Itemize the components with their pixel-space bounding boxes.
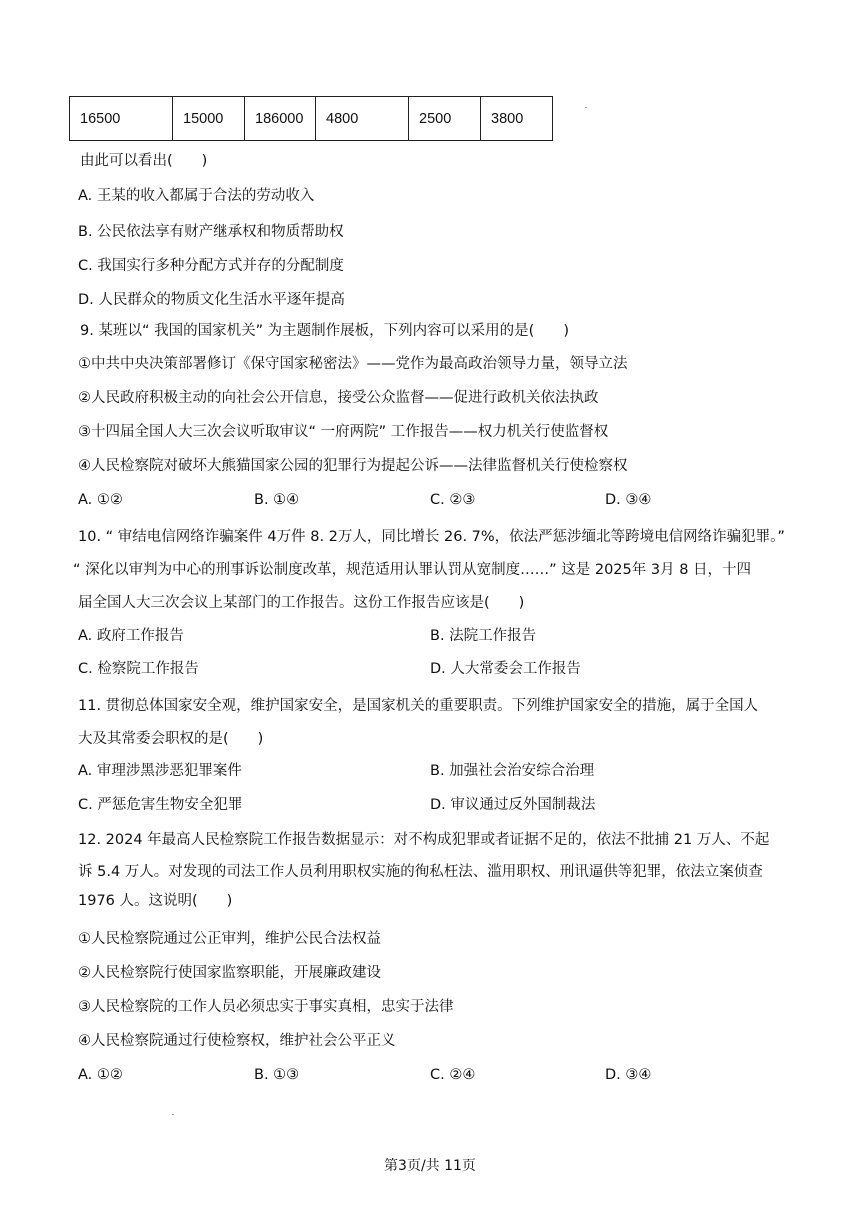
- q9-option-a: A. ①②: [78, 492, 123, 508]
- q10-option-c: C. 检察院工作报告: [78, 661, 199, 677]
- table-cell: 16500: [70, 97, 173, 141]
- q11-option-a: A. 审理涉黑涉恶犯罪案件: [78, 763, 242, 779]
- q11-option-b: B. 加强社会治安综合治理: [430, 763, 595, 779]
- q12-option-a: A. ①②: [78, 1067, 123, 1083]
- q10-option-d: D. 人大常委会工作报告: [430, 661, 581, 677]
- q11-option-c: C. 严惩危害生物安全犯罪: [78, 797, 243, 813]
- speck: [585, 107, 587, 108]
- q12-stem-line-3: 1976 人。这说明( ): [78, 893, 233, 909]
- q10-stem-line-2: “ 深化以审判为中心的刑事诉讼制度改革，规范适用认罪认罚从宽制度……” 这是 2025年 3月 8 日，十四: [73, 562, 752, 578]
- q8-stem: 由此可以看出( ): [80, 153, 208, 169]
- q12-item-1: ①人民检察院通过公正审判，维护公民合法权益: [78, 931, 381, 947]
- table-cell: 186000: [245, 97, 316, 141]
- q11-option-d: D. 审议通过反外国制裁法: [430, 797, 596, 813]
- table-cell: 4800: [316, 97, 409, 141]
- q9-item-3: ③十四届全国人大三次会议听取审议“ 一府两院” 工作报告——权力机关行使监督权: [78, 424, 609, 440]
- q10-option-b: B. 法院工作报告: [430, 628, 537, 644]
- speck: [172, 1114, 174, 1115]
- q8-option-b: B. 公民依法享有财产继承权和物质帮助权: [78, 224, 344, 240]
- q9-item-1: ①中共中央决策部署修订《保守国家秘密法》——党作为最高政治领导力量，领导立法: [78, 356, 628, 372]
- q12-item-3: ③人民检察院的工作人员必须忠实于事实真相，忠实于法律: [78, 999, 454, 1015]
- q9-option-d: D. ③④: [605, 492, 652, 508]
- q10-stem-line-3: 届全国人大三次会议上某部门的工作报告。这份工作报告应该是( ): [78, 595, 525, 611]
- table-cell: 3800: [481, 97, 553, 141]
- q12-item-4: ④人民检察院通过行使检察权，维护社会公平正义: [78, 1033, 396, 1049]
- q9-item-2: ②人民政府积极主动的向社会公开信息，接受公众监督——促进行政机关依法执政: [78, 390, 599, 406]
- q12-stem-line-1: 12. 2024 年最高人民检察院工作报告数据显示：对不构成犯罪或者证据不足的，依法不批捕 21 万人、不起: [78, 832, 770, 848]
- table-row: [70, 97, 553, 141]
- q12-item-2: ②人民检察院行使国家监察职能，开展廉政建设: [78, 965, 381, 981]
- q11-stem-line-2: 大及其常委会职权的是( ): [78, 731, 264, 747]
- q9-option-b: B. ①④: [254, 492, 300, 508]
- q12-stem-line-2: 诉 5.4 万人。对发现的司法工作人员利用职权实施的徇私枉法、滥用职权、刑讯逼供等犯罪，依法立案侦查: [78, 864, 763, 880]
- income-table: [69, 96, 553, 141]
- q8-option-d: D. 人民群众的物质文化生活水平逐年提高: [78, 292, 345, 308]
- q12-option-c: C. ②④: [430, 1067, 476, 1083]
- page-number: 第3页/共 11页: [384, 1158, 476, 1174]
- q8-option-c: C. 我国实行多种分配方式并存的分配制度: [78, 258, 344, 274]
- q10-option-a: A. 政府工作报告: [78, 628, 184, 644]
- q8-option-a: A. 王某的收入都属于合法的劳动收入: [78, 188, 315, 204]
- q9-option-c: C. ②③: [430, 492, 476, 508]
- q10-stem-line-1: 10. “ 审结电信网络诈骗案件 4万件 8. 2万人，同比增长 26. 7%，依法严惩涉缅北等跨境电信网络诈骗犯罪。”: [78, 529, 785, 545]
- table-cell: 2500: [409, 97, 481, 141]
- q12-option-d: D. ③④: [605, 1067, 652, 1083]
- q11-stem-line-1: 11. 贯彻总体国家安全观，维护国家安全，是国家机关的重要职责。下列维护国家安全的措施，属于全国人: [78, 698, 759, 714]
- q9-stem: 9. 某班以“ 我国的国家机关” 为主题制作展板，下列内容可以采用的是( ): [80, 323, 569, 339]
- table-cell: 15000: [173, 97, 245, 141]
- q12-option-b: B. ①③: [254, 1067, 300, 1083]
- q9-item-4: ④人民检察院对破坏大熊猫国家公园的犯罪行为提起公诉——法律监督机关行使检察权: [78, 458, 628, 474]
